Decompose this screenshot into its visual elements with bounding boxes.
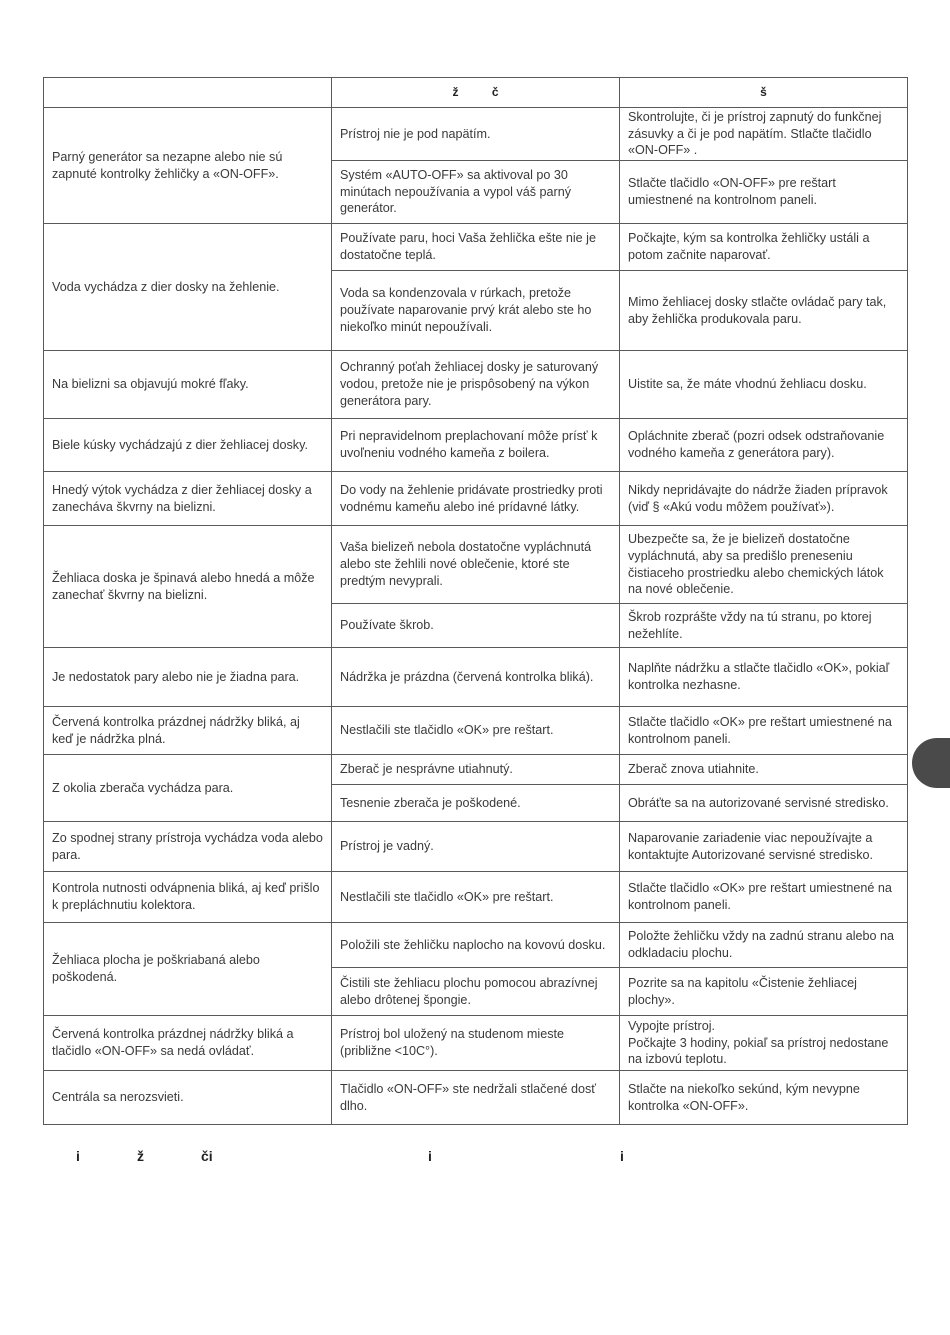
solution-cell: Naparovanie zariadenie viac nepoužívajte a kontaktujte Autorizované servisné stredisko. <box>620 822 908 872</box>
solution-cell: Vypojte prístroj. Počkajte 3 hodiny, pokiaľ sa prístroj nedostane na izbovú teplotu. <box>620 1016 908 1071</box>
cause-cell: Prístroj nie je pod napätím. <box>332 108 620 161</box>
troubleshooting-table <box>43 77 908 1125</box>
problem-cell: Centrála sa nerozsvieti. <box>44 1071 332 1125</box>
solution-cell: Stlačte tlačidlo «OK» pre reštart umiestnené na kontrolnom paneli. <box>620 707 908 755</box>
table-row <box>44 419 908 472</box>
table-row <box>44 1071 908 1125</box>
section-tab-marker <box>912 738 950 788</box>
solution-cell: Skontrolujte, či je prístroj zapnutý do funkčnej zásuvky a či je pod napätím. Stlačte tlačidlo «ON-OFF» . <box>620 108 908 161</box>
table-row <box>44 872 908 923</box>
solution-cell: Naplňte nádržku a stlačte tlačidlo «OK», pokiaľ kontrolka nezhasne. <box>620 648 908 707</box>
solution-cell: Pozrite sa na kapitolu «Čistenie žehliacej plochy». <box>620 968 908 1016</box>
table-row <box>44 526 908 604</box>
problem-cell: Voda vychádza z dier dosky na žehlenie. <box>44 224 332 351</box>
footer-text: i <box>76 1148 80 1164</box>
solution-cell: Stlačte tlačidlo «ON-OFF» pre reštart umiestnené na kontrolnom paneli. <box>620 161 908 224</box>
cause-cell: Ochranný poťah žehliacej dosky je saturovaný vodou, pretože nie je prispôsobený na výkon generátora pary. <box>332 351 620 419</box>
table-row <box>44 472 908 526</box>
solution-cell: Opláchnite zberač (pozri odsek odstraňovanie vodného kameňa z generátora pary). <box>620 419 908 472</box>
table-row <box>44 648 908 707</box>
table-row <box>44 108 908 161</box>
solution-cell: Stlačte na niekoľko sekúnd, kým nevypne kontrolka «ON-OFF». <box>620 1071 908 1125</box>
problem-cell: Zo spodnej strany prístroja vychádza voda alebo para. <box>44 822 332 872</box>
problem-cell: Žehliaca doska je špinavá alebo hnedá a môže zanechať škvrny na bielizni. <box>44 526 332 648</box>
cause-cell: Nádržka je prázdna (červená kontrolka bliká). <box>332 648 620 707</box>
cause-cell: Používate paru, hoci Vaša žehlička ešte nie je dostatočne teplá. <box>332 224 620 271</box>
table-row <box>44 923 908 968</box>
solution-cell: Ubezpečte sa, že je bielizeň dostatočne vypláchnutá, aby sa predišlo preneseniu čistiaceho prostriedku alebo chemických látok na nové oblečenie. <box>620 526 908 604</box>
solution-cell: Stlačte tlačidlo «OK» pre reštart umiestnené na kontrolnom paneli. <box>620 872 908 923</box>
cause-cell: Používate škrob. <box>332 604 620 648</box>
footer-text: či <box>201 1148 213 1164</box>
problem-cell: Na bielizni sa objavujú mokré fľaky. <box>44 351 332 419</box>
header-cause: ž č <box>332 78 620 108</box>
problem-cell: Červená kontrolka prázdnej nádržky bliká, aj keď je nádržka plná. <box>44 707 332 755</box>
problem-cell: Hnedý výtok vychádza z dier žehliacej dosky a zanecháva škvrny na bielizni. <box>44 472 332 526</box>
table-row <box>44 224 908 271</box>
header-solution: š <box>620 78 908 108</box>
problem-cell: Biele kúsky vychádzajú z dier žehliacej dosky. <box>44 419 332 472</box>
cause-cell: Čistili ste žehliacu plochu pomocou abrazívnej alebo drôtenej špongie. <box>332 968 620 1016</box>
solution-cell: Uistite sa, že máte vhodnú žehliacu dosku. <box>620 351 908 419</box>
problem-cell: Parný generátor sa nezapne alebo nie sú zapnuté kontrolky žehličky a «ON-OFF». <box>44 108 332 224</box>
solution-cell: Zberač znova utiahnite. <box>620 755 908 785</box>
problem-cell: Kontrola nutnosti odvápnenia bliká, aj keď prišlo k prepláchnutiu kolektora. <box>44 872 332 923</box>
problem-cell: Je nedostatok pary alebo nie je žiadna para. <box>44 648 332 707</box>
solution-cell: Škrob rozpráštе vždy na tú stranu, po ktorej nežehlíte. <box>620 604 908 648</box>
solution-cell: Počkajte, kým sa kontrolka žehličky ustáli a potom začnite naparovať. <box>620 224 908 271</box>
cause-cell: Položili ste žehličku naplocho na kovovú dosku. <box>332 923 620 968</box>
header-problem <box>44 78 332 108</box>
problem-cell: Červená kontrolka prázdnej nádržky bliká a tlačidlo «ON-OFF» sa nedá ovládať. <box>44 1016 332 1071</box>
footer-text: i <box>428 1148 432 1164</box>
cause-cell: Tlačidlo «ON-OFF» ste nedržali stlačené dosť dlho. <box>332 1071 620 1125</box>
cause-cell: Nestlačili ste tlačidlo «OK» pre reštart. <box>332 707 620 755</box>
cause-cell: Systém «AUTO-OFF» sa aktivoval po 30 minútach nepoužívania a vypol váš parný generátor. <box>332 161 620 224</box>
cause-cell: Do vody na žehlenie pridávate prostriedky proti vodnému kameňu alebo iné prídavné látky. <box>332 472 620 526</box>
problem-cell: Z okolia zberača vychádza para. <box>44 755 332 822</box>
solution-cell: Položte žehličku vždy na zadnú stranu alebo na odkladaciu plochu. <box>620 923 908 968</box>
table-row <box>44 1016 908 1071</box>
cause-cell: Prístroj bol uložený na studenom mieste (približne <10C°). <box>332 1016 620 1071</box>
solution-cell: Obráťte sa na autorizované servisné stredisko. <box>620 785 908 822</box>
cause-cell: Voda sa kondenzovala v rúrkach, pretože používate naparovanie prvý krát alebo ste ho niekoľko minút nepoužívali. <box>332 271 620 351</box>
table-header-row <box>44 78 908 108</box>
table-row <box>44 707 908 755</box>
table-row <box>44 822 908 872</box>
table-row <box>44 351 908 419</box>
footer-text: i <box>620 1148 624 1164</box>
cause-cell: Prístroj je vadný. <box>332 822 620 872</box>
cause-cell: Vaša bielizeň nebola dostatočne vypláchnutá alebo ste žehlili nové oblečenie, ktoré ste predtým nevyprali. <box>332 526 620 604</box>
cause-cell: Zberač je nesprávne utiahnutý. <box>332 755 620 785</box>
footer-text: ž <box>137 1148 144 1164</box>
table-row <box>44 755 908 785</box>
cause-cell: Nestlačili ste tlačidlo «OK» pre reštart. <box>332 872 620 923</box>
problem-cell: Žehliaca plocha je poškriabaná alebo poškodená. <box>44 923 332 1016</box>
cause-cell: Pri nepravidelnom preplachovaní môže prísť k uvoľneniu vodného kameňa z boilera. <box>332 419 620 472</box>
solution-cell: Mimo žehliacej dosky stlačte ovládač pary tak, aby žehlička produkovala paru. <box>620 271 908 351</box>
cause-cell: Tesnenie zberača je poškodené. <box>332 785 620 822</box>
footer-line <box>0 1148 950 1168</box>
solution-cell: Nikdy nepridávajte do nádrže žiaden prípravok (viď § «Akú vodu môžem používať»). <box>620 472 908 526</box>
